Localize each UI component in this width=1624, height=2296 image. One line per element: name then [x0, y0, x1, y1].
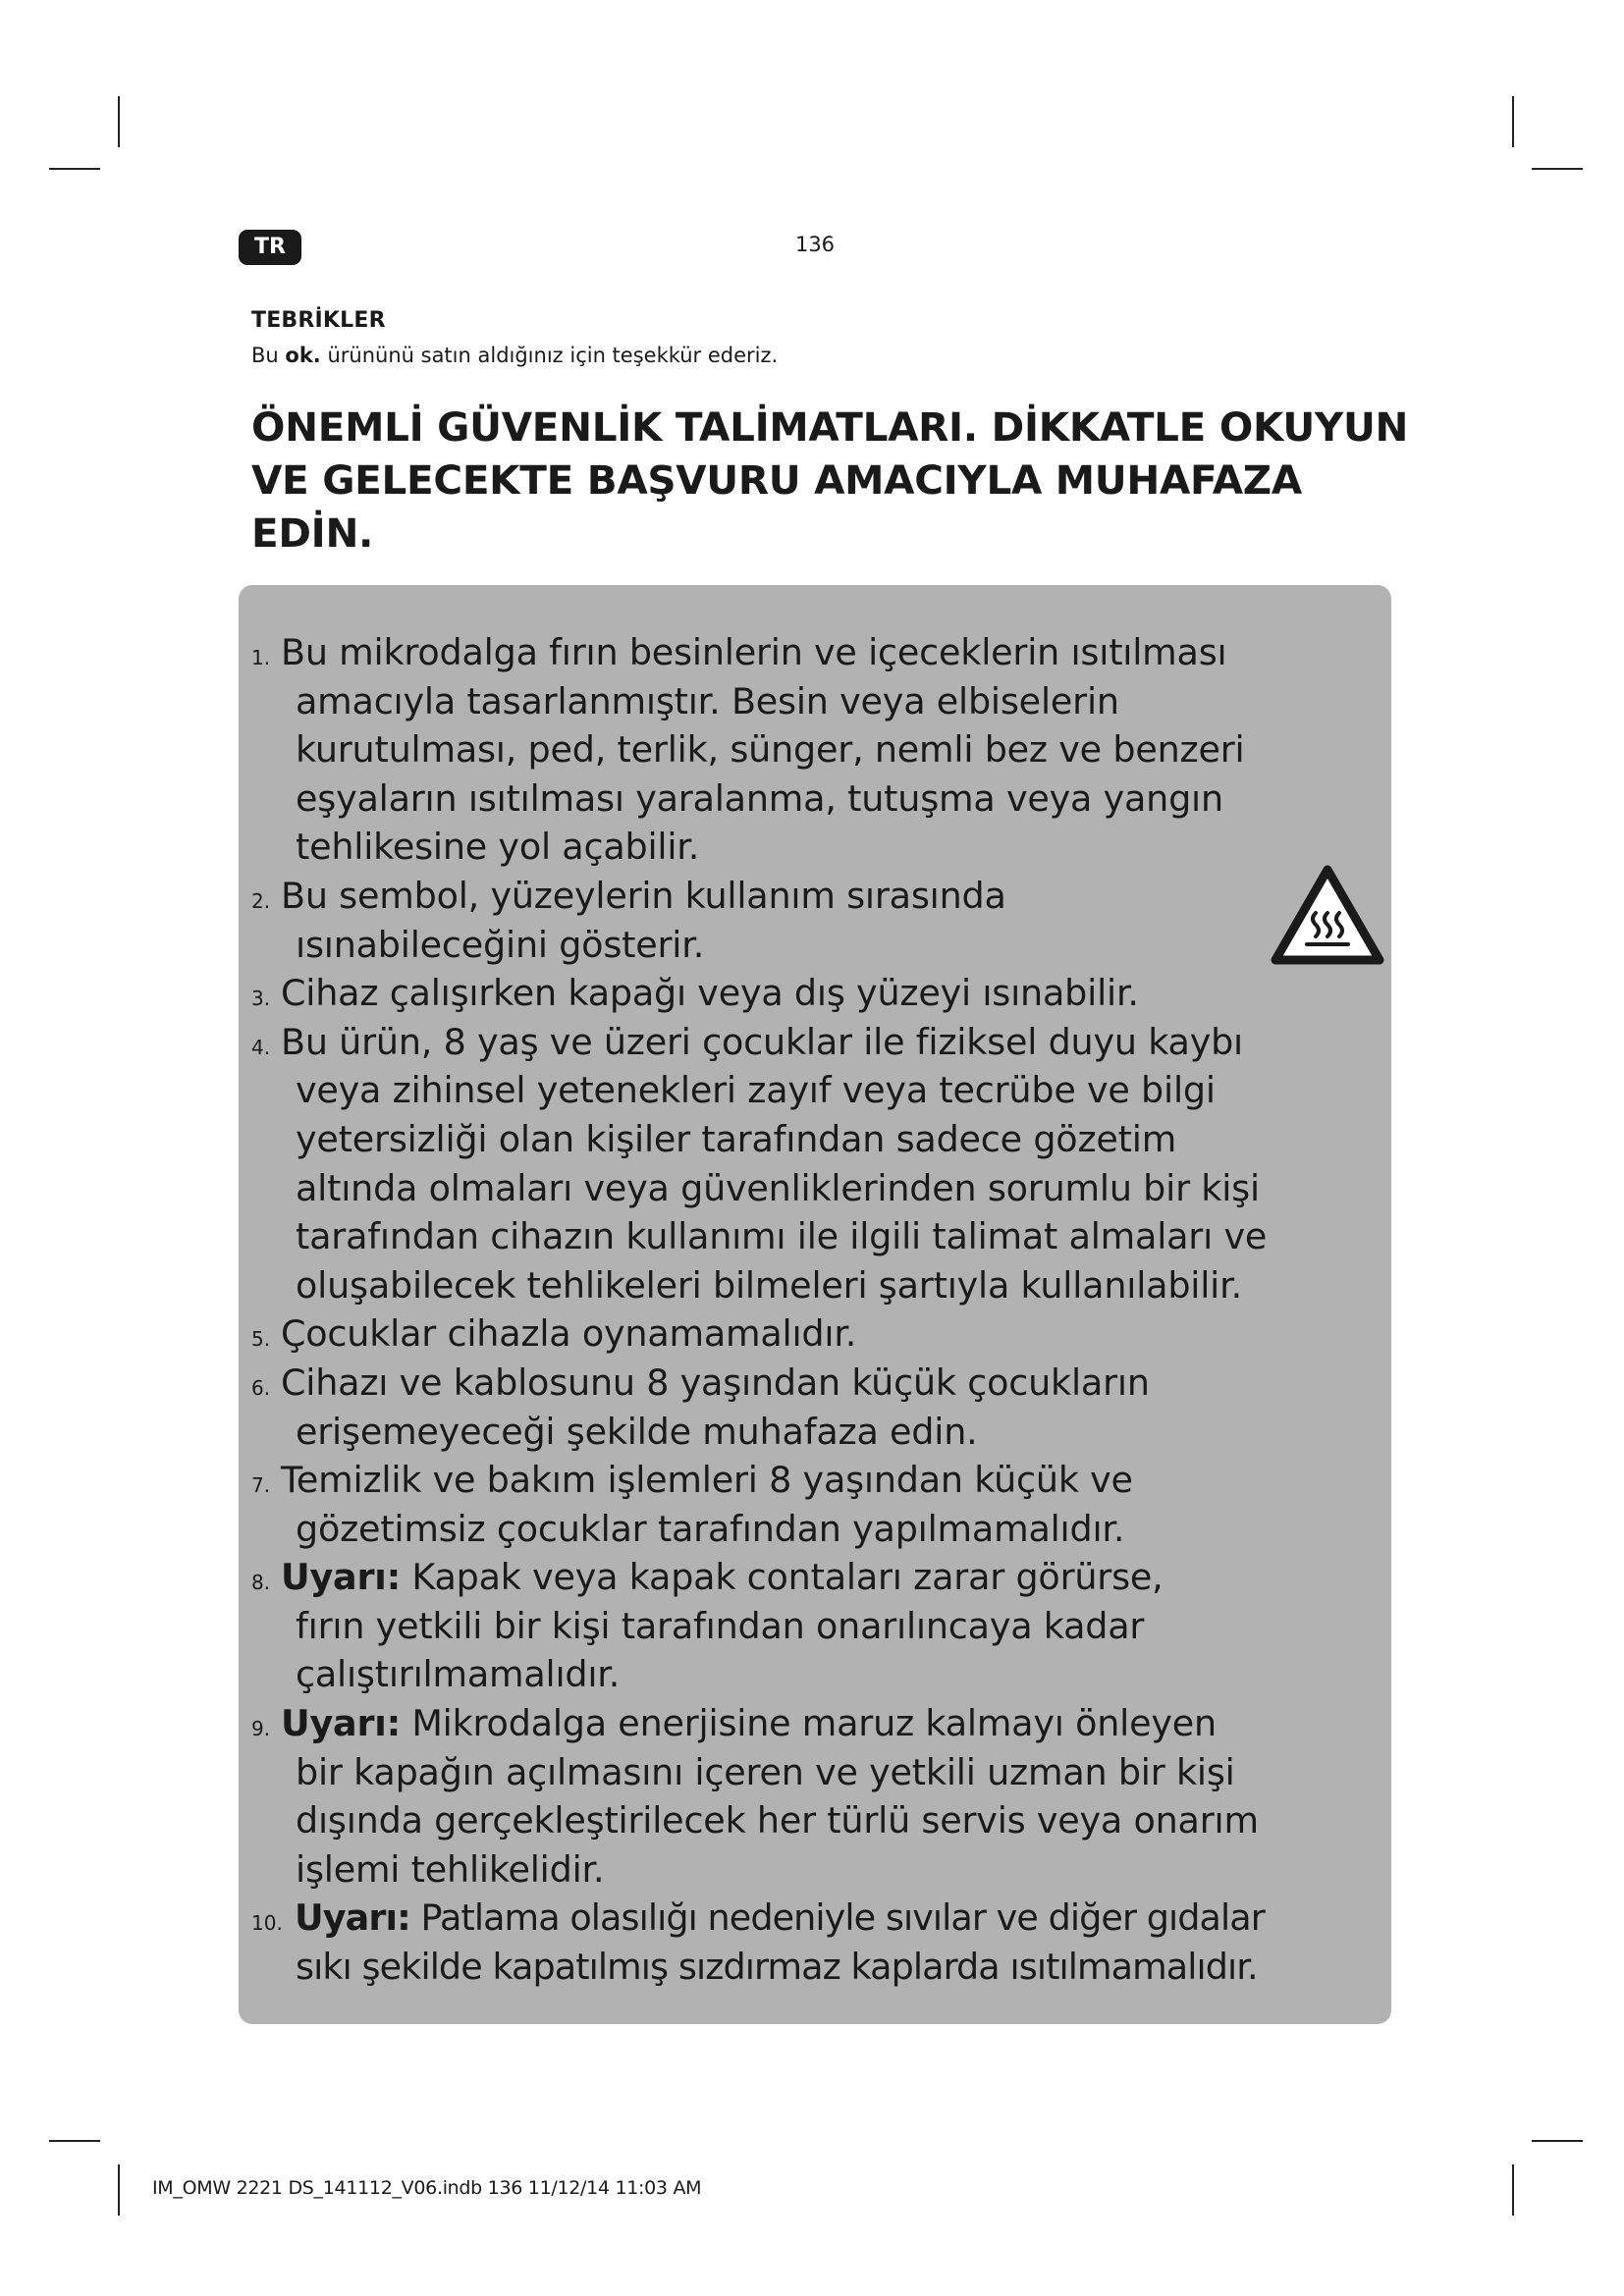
page-number: 136 — [794, 233, 836, 256]
crop-mark — [1512, 96, 1514, 147]
list-item — [251, 1553, 1390, 1699]
list-item — [251, 1018, 1390, 1310]
congrats-title: TEBRİKLER — [251, 308, 386, 333]
list-item — [251, 969, 1390, 1018]
item-line-text: Kapak veya kapak contaları zarar görürse, — [400, 1556, 1164, 1599]
item-number: 4. — [251, 1035, 271, 1059]
item-line: eşyaların ısıtılması yaralanma, tutuşma veya yangın — [296, 776, 1223, 820]
item-number: 8. — [251, 1571, 271, 1595]
item-line: Cihazı ve kablosunu 8 yaşından küçük çocukların — [281, 1361, 1150, 1404]
print-imprint: IM_OMW 2221 DS_141112_V06.indb 136 11/12/14 11:03 AM — [152, 2177, 702, 2199]
crop-mark — [1532, 2140, 1583, 2142]
headline-line: VE GELECEKTE BAŞVURU AMACIYLA MUHAFAZA EDİN. — [251, 456, 1302, 557]
warning-label: Uyarı: — [281, 1702, 401, 1745]
item-number: 3. — [251, 987, 271, 1011]
item-number: 5. — [251, 1327, 271, 1352]
item-line: Bu mikrodalga fırın besinlerin ve içeceklerin ısıtılması — [281, 631, 1227, 673]
crop-mark — [1532, 168, 1583, 170]
safety-instructions-list — [251, 628, 1390, 1992]
list-item — [251, 1456, 1390, 1553]
item-line: amacıyla tasarlanmıştır. Besin veya elbiselerin — [296, 679, 1119, 722]
item-line: işlemi tehlikelidir. — [296, 1847, 605, 1891]
item-line: dışında gerçekleştirilecek her türlü servis veya onarım — [296, 1799, 1259, 1842]
item-line: yetersizliği olan kişiler tarafından sadece gözetim — [296, 1117, 1177, 1160]
item-line: kurutulması, ped, terlik, sünger, nemli bez ve benzeri — [296, 728, 1245, 772]
item-line: erişemeyeceği şekilde muhafaza edin. — [296, 1410, 978, 1453]
item-line: sıkı şekilde kapatılmış sızdırmaz kaplarda ısıtılmamalıdır. — [296, 1946, 1258, 1989]
item-line-text: Mikrodalga enerjisine maruz kalmayı önleyen — [400, 1702, 1217, 1745]
item-line: bir kapağın açılmasını içeren ve yetkili uzman bir kişi — [296, 1750, 1235, 1793]
warning-label: Uyarı: — [281, 1556, 401, 1599]
language-badge: TR — [239, 230, 301, 265]
crop-mark — [1512, 2164, 1514, 2216]
crop-mark — [49, 168, 100, 170]
item-line: Çocuklar cihazla oynamamalıdır. — [281, 1312, 857, 1356]
list-item — [251, 1894, 1390, 1991]
congrats-text — [251, 344, 778, 367]
congrats-text-suffix: ürününü satın aldığınız için teşekkür ederiz. — [320, 344, 779, 367]
crop-mark — [118, 2164, 120, 2216]
item-number: 1. — [251, 646, 271, 669]
item-line — [251, 1553, 1390, 1602]
list-item — [251, 628, 1390, 872]
item-line — [251, 1894, 1390, 1943]
hot-surface-warning-icon — [1270, 864, 1385, 966]
item-number: 10. — [251, 1911, 283, 1936]
safety-headline — [251, 400, 1430, 560]
item-number: 6. — [251, 1375, 271, 1400]
warning-label: Uyarı: — [295, 1896, 410, 1940]
list-item — [251, 1699, 1390, 1894]
list-item — [251, 1309, 1390, 1359]
brand-name: ok. — [285, 344, 321, 367]
item-number: 9. — [251, 1717, 271, 1741]
item-line: çalıştırılmamalıdır. — [296, 1653, 621, 1696]
item-line: Bu ürün, 8 yaş ve üzeri çocuklar ile fiziksel duyu kaybı — [281, 1020, 1244, 1063]
item-line: Bu sembol, yüzeylerin kullanım sırasında — [281, 874, 1006, 917]
item-line: fırın yetkili bir kişi tarafından onarılıncaya kadar — [296, 1604, 1145, 1647]
item-line: ısınabileceğini gösterir. — [296, 923, 705, 966]
item-line: oluşabilecek tehlikeleri bilmeleri şartıyla kullanılabilir. — [296, 1263, 1242, 1307]
list-item — [251, 1359, 1390, 1456]
item-line: veya zihinsel yetenekleri zayıf veya tecrübe ve bilgi — [296, 1069, 1216, 1112]
item-line: gözetimsiz çocuklar tarafından yapılmamalıdır. — [296, 1507, 1125, 1550]
headline-line: ÖNEMLİ GÜVENLİK TALİMATLARI. DİKKATLE OKUYUN — [251, 403, 1409, 451]
item-line: tehlikesine yol açabilir. — [296, 826, 700, 869]
item-line: tarafından cihazın kullanımı ile ilgili talimat almaları ve — [296, 1215, 1268, 1258]
item-line: Cihaz çalışırken kapağı veya dış yüzeyi ısınabilir. — [281, 972, 1139, 1015]
item-line: altında olmaları veya güvenliklerinden sorumlu bir kişi — [296, 1166, 1260, 1209]
crop-mark — [118, 96, 120, 147]
item-line-text: Patlama olasılığı nedeniyle sıvılar ve diğer gıdalar — [409, 1896, 1265, 1940]
list-item — [251, 872, 1390, 969]
item-number: 2. — [251, 888, 271, 913]
item-line: Temizlik ve bakım işlemleri 8 yaşından küçük ve — [281, 1459, 1133, 1502]
item-line — [251, 1699, 1390, 1748]
item-number: 7. — [251, 1473, 271, 1498]
crop-mark — [49, 2140, 100, 2142]
congrats-text-prefix: Bu — [251, 344, 286, 367]
